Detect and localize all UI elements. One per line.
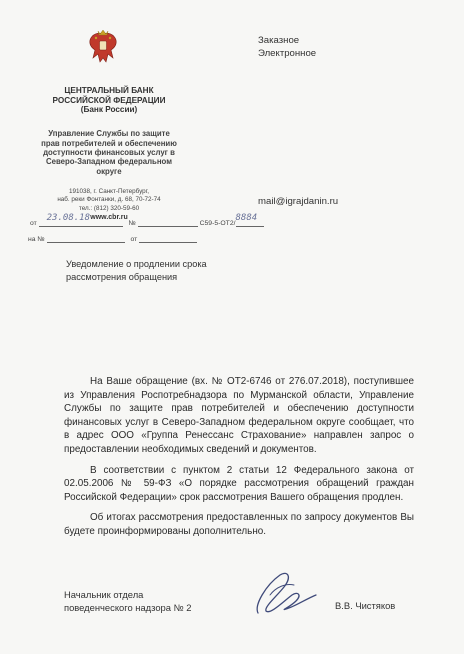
dept-line: доступности финансовых услуг в — [43, 148, 175, 157]
signer-title-line1: Начальник отдела — [64, 589, 144, 600]
from-label: от — [30, 220, 37, 227]
on-number-label: на № — [28, 236, 45, 243]
handwritten-date: 23.08.18 — [46, 213, 90, 223]
subject-line2: рассмотрения обращения — [66, 271, 178, 282]
outgoing-number-field — [235, 213, 264, 227]
bank-name-line2: РОССИЙСКОЙ ФЕДЕРАЦИИ — [52, 95, 166, 105]
body-paragraph-3: Об итогах рассмотрения предоставленных по запросу документов Вы будете проинформированы дополнительно. — [64, 512, 414, 537]
on-from-field — [139, 233, 197, 243]
double-headed-eagle-emblem — [86, 28, 120, 68]
handwritten-outgoing-number: 8884 — [235, 213, 258, 223]
body-paragraph-1: На Ваше обращение (вх. № ОТ2-6746 от 276.07.2018), поступившее из Управления Роспотребнадзора по Мурманской области, Управление Службы по защите прав потребителей и обеспечению доступности финансовых услуг в Северо-Западном федеральном округе сообщает, что в адрес ООО «Группа Ренессанс Страхование» направлен запрос о предоставлении необходимых сведений и документов. — [64, 376, 414, 455]
signer-position — [64, 588, 191, 614]
dept-line: прав потребителей и обеспечению — [41, 138, 177, 148]
signer-title-line2: поведенческого надзора № 2 — [64, 602, 192, 613]
bank-short-name: (Банк России) — [80, 105, 138, 115]
signer-name: В.В. Чистяков — [335, 600, 396, 611]
incoming-requisites — [28, 233, 197, 243]
delivery-line1: Заказное — [258, 35, 300, 46]
handwritten-signature — [236, 565, 326, 621]
letterhead — [40, 86, 178, 222]
recipient-email[interactable]: mail@igrajdanin.ru — [258, 196, 339, 207]
delivery-line2: Электронное — [258, 48, 317, 60]
address-line: наб. реки Фонтанки, д. 68, 70-72-74 — [57, 196, 161, 204]
bank-name-line1: ЦЕНТРАЛЬНЫЙ БАНК — [64, 86, 154, 95]
dept-line: Управление Службы по защите — [48, 129, 170, 139]
letter-body — [64, 375, 414, 546]
dept-line: округе — [96, 166, 122, 176]
delivery-type — [258, 34, 316, 61]
department-name — [40, 129, 178, 176]
subject-line1: Уведомление о продлении срока — [66, 259, 207, 269]
subject — [66, 258, 207, 283]
website-link[interactable]: www.cbr.ru — [90, 213, 128, 221]
body-paragraph-2: В соответствии с пунктом 2 статьи 12 Федерального закона от 02.05.2006 № 59-ФЗ «О порядке рассмотрения обращений граждан Российской Федерации» срок рассмотрения Вашего обращения продлен. — [64, 464, 414, 503]
phone-line: тел.: (812) 320-59-60 — [78, 204, 140, 212]
outgoing-requisites — [30, 213, 264, 227]
outgoing-prefix: С59-5-ОТ2/ — [199, 220, 236, 227]
dept-line: Северо-Западном федеральном — [46, 157, 172, 167]
address — [40, 188, 178, 213]
address-line: 191038, г. Санкт-Петербург, — [69, 188, 149, 196]
number-field-blank — [138, 217, 198, 227]
number-label: № — [128, 220, 136, 227]
on-from-label: от — [130, 236, 138, 243]
on-number-field — [47, 233, 125, 243]
